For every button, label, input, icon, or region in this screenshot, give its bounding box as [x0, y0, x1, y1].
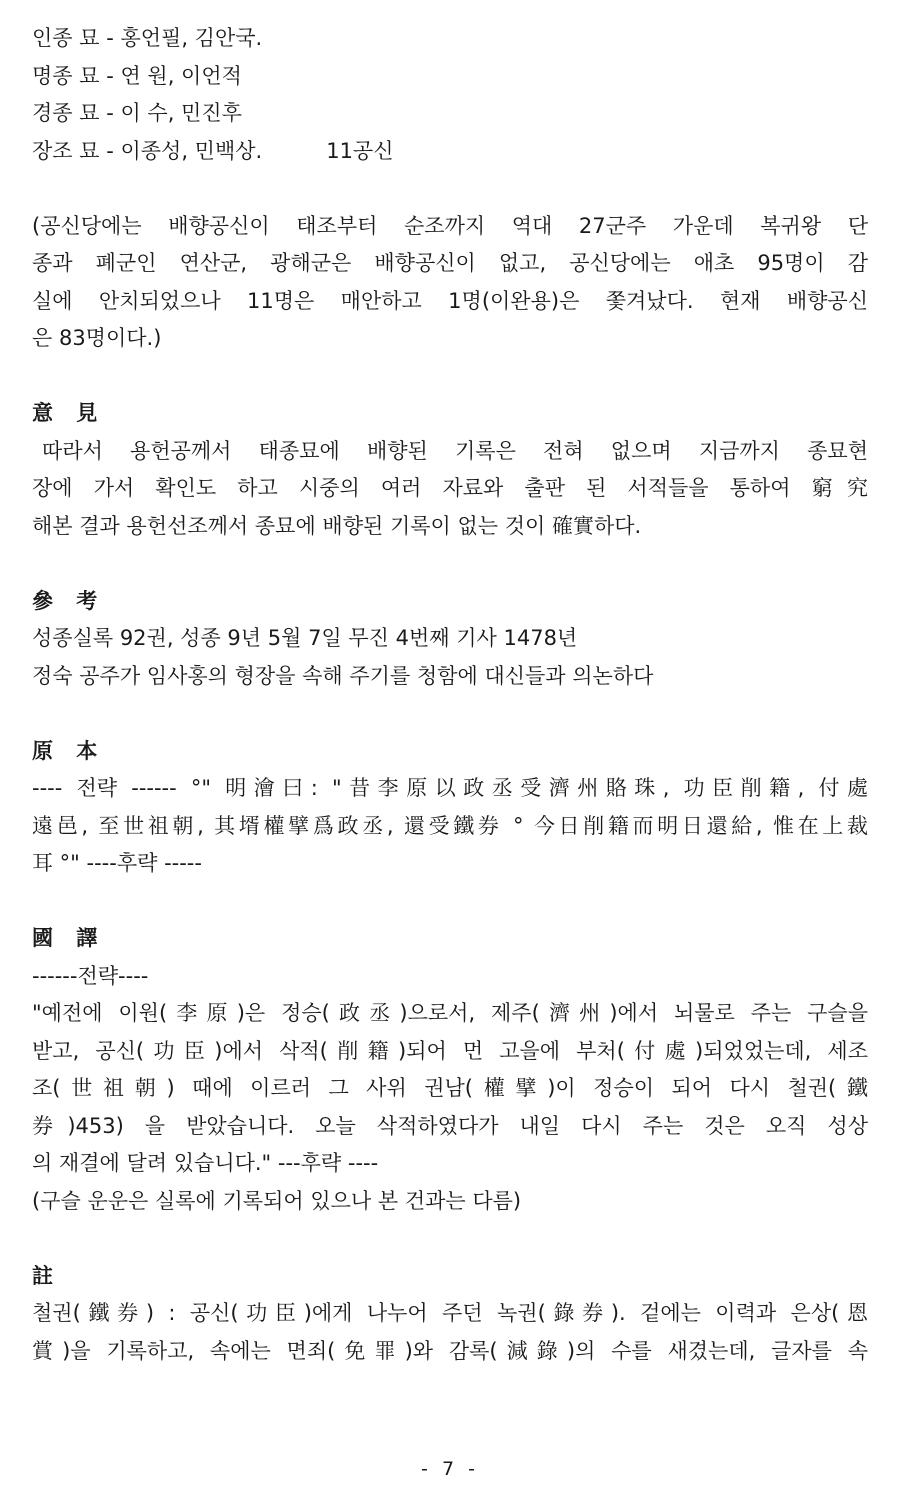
- myo-line: 인종 묘 - 홍언필, 김안국.: [32, 26, 263, 50]
- myo-line: 경종 묘 - 이 수, 민진후: [32, 101, 242, 125]
- original-line: 遠邑, 至世祖朝, 其壻權擘爲政丞, 還受鐵券 ° 今日削籍而明日還給, 惟在上裁: [32, 813, 868, 838]
- original-heading: 原 本: [32, 738, 106, 763]
- opinion-heading: 意 見: [32, 401, 106, 425]
- document-page: [32, 20, 868, 1370]
- translation-line: ------전략----: [32, 963, 149, 988]
- intro-line: 종과 폐군인 연산군, 광해군은 배향공신이 없고, 공신당에는 애초 95명이 감: [32, 251, 868, 275]
- note-line: 賞)을 기록하고, 속에는 면죄(免罪)와 감록(減錄)의 수를 새겼는데, 글자를 속: [32, 1338, 868, 1363]
- translation-heading: 國 譯: [32, 926, 106, 950]
- translation-line: "예전에 이원(李原)은 정승(政丞)으로서, 제주(濟州)에서 뇌물로 주는 구슬을: [32, 1001, 868, 1025]
- opinion-line: 따라서 용헌공께서 태종묘에 배향된 기록은 전혀 없으며 지금까지 종묘현: [42, 438, 868, 463]
- note-heading: 註: [32, 1263, 61, 1288]
- page-number: - 7 -: [421, 1458, 479, 1480]
- opinion-line: 해본 결과 용헌선조께서 종묘에 배향된 기록이 없는 것이 確實하다.: [32, 513, 642, 538]
- note-line: 철권(鐵券) : 공신(功臣)에게 나누어 주던 녹권(錄券). 겉에는 이력과 은상(恩: [32, 1301, 868, 1325]
- reference-line: 성종실록 92권, 성종 9년 5월 7일 무진 4번째 기사 1478년: [32, 626, 578, 650]
- translation-line: (구슬 운운은 실록에 기록되어 있으나 본 건과는 다름): [32, 1188, 522, 1213]
- gongsin-count: 11공신: [326, 138, 394, 163]
- translation-line: 조(世祖朝) 때에 이르러 그 사위 권남(權擘)이 정승이 되어 다시 철권(鐵: [32, 1076, 868, 1100]
- opinion-line: 장에 가서 확인도 하고 시중의 여러 자료와 출판 된 서적들을 통하여 窮究: [32, 476, 868, 500]
- intro-line: (공신당에는 배향공신이 태조부터 순조까지 역대 27군주 가운데 복귀왕 단: [32, 213, 868, 238]
- reference-line: 정숙 공주가 임사홍의 형장을 속해 주기를 청함에 대신들과 의논하다: [32, 663, 654, 688]
- translation-line: 받고, 공신(功臣)에서 삭적(削籍)되어 먼 고을에 부처(付處)되었었는데, 세조: [32, 1038, 868, 1063]
- original-line: 耳 °" ----후략 -----: [32, 851, 202, 875]
- myo-last-text: 장조 묘 - 이종성, 민백상.: [32, 138, 263, 163]
- original-line: ---- 전략 ------ °" 明澮曰: "昔李原以政丞受濟州賂珠, 功臣削籍, 付處: [32, 776, 868, 800]
- translation-line: 券)453) 을 받았습니다. 오늘 삭적하였다가 내일 다시 주는 것은 오직 성상: [32, 1113, 868, 1138]
- reference-heading: 參 考: [32, 588, 106, 613]
- myo-line: 명종 묘 - 연 원, 이언적: [32, 63, 242, 88]
- myo-line-last: [32, 133, 868, 171]
- intro-line: 은 83명이다.): [32, 326, 162, 350]
- translation-line: 의 재결에 달려 있습니다." ---후략 ----: [32, 1151, 379, 1175]
- intro-line: 실에 안치되었으나 11명은 매안하고 1명(이완용)은 쫓겨났다. 현재 배향공신: [32, 288, 868, 313]
